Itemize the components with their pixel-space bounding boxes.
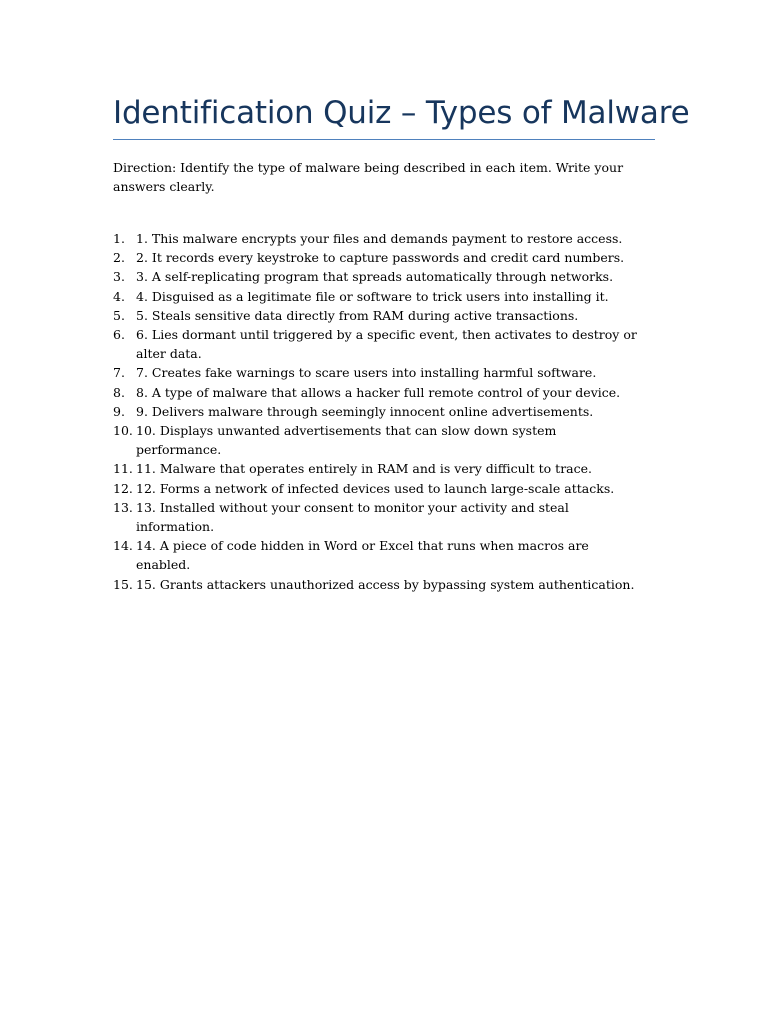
question-number: 11. (113, 461, 133, 477)
question-text: 6. Lies dormant until triggered by a specific event, then activates to destroy or alter data. (136, 327, 637, 362)
quiz-question-item (113, 421, 643, 459)
question-number: 12. (113, 480, 133, 496)
question-text: 14. A piece of code hidden in Word or Excel that runs when macros are enabled. (136, 538, 589, 573)
quiz-question-list (113, 229, 643, 594)
question-text: 15. Grants attackers unauthorized access by bypassing system authentication. (136, 576, 635, 592)
quiz-question-item (113, 325, 643, 363)
question-number: 8. (113, 384, 125, 400)
question-text: 9. Delivers malware through seemingly innocent online advertisements. (136, 403, 594, 419)
question-number: 15. (113, 576, 133, 592)
question-number: 10. (113, 423, 133, 439)
quiz-question-item (113, 498, 643, 536)
question-number: 1. (113, 231, 125, 246)
question-number: 9. (113, 403, 125, 419)
question-text: 1. This malware encrypts your files and demands payment to restore access. (136, 231, 623, 246)
question-number: 4. (113, 288, 125, 304)
question-text: 8. A type of malware that allows a hacker full remote control of your device. (136, 384, 621, 400)
quiz-question-item (113, 575, 643, 594)
quiz-question-item (113, 306, 643, 325)
quiz-question-item (113, 287, 643, 306)
question-text: 7. Creates fake warnings to scare users into installing harmful software. (136, 365, 597, 381)
question-number: 14. (113, 538, 133, 554)
quiz-question-item (113, 267, 643, 286)
question-text: 2. It records every keystroke to capture passwords and credit card numbers. (136, 250, 625, 266)
quiz-question-item (113, 363, 643, 382)
title-underline-divider (113, 139, 655, 140)
question-number: 5. (113, 307, 125, 323)
question-text: 12. Forms a network of infected devices used to launch large-scale attacks. (136, 480, 615, 496)
quiz-question-item (113, 536, 643, 574)
quiz-question-item (113, 402, 643, 421)
quiz-question-item (113, 459, 643, 478)
question-text: 13. Installed without your consent to monitor your activity and steal information. (136, 499, 569, 535)
question-text: 3. A self-replicating program that spreads automatically through networks. (136, 269, 614, 285)
quiz-question-item (113, 479, 643, 498)
question-text: 10. Displays unwanted advertisements that can slow down system performance. (136, 423, 557, 458)
question-text: 5. Steals sensitive data directly from RAM during active transactions. (136, 307, 579, 323)
question-number: 13. (113, 499, 133, 515)
page-title: Identification Quiz – Types of Malware (113, 95, 690, 131)
quiz-question-item (113, 248, 643, 267)
question-number: 6. (113, 327, 125, 343)
question-number: 7. (113, 365, 125, 381)
quiz-question-item (113, 229, 643, 248)
question-number: 2. (113, 250, 125, 266)
quiz-question-item (113, 383, 643, 402)
question-text: 4. Disguised as a legitimate file or software to trick users into installing it. (136, 288, 609, 304)
question-number: 3. (113, 269, 125, 285)
question-text: 11. Malware that operates entirely in RAM and is very difficult to trace. (136, 461, 592, 477)
quiz-directions: Direction: Identify the type of malware being described in each item. Write your answers clearly. (113, 160, 624, 195)
